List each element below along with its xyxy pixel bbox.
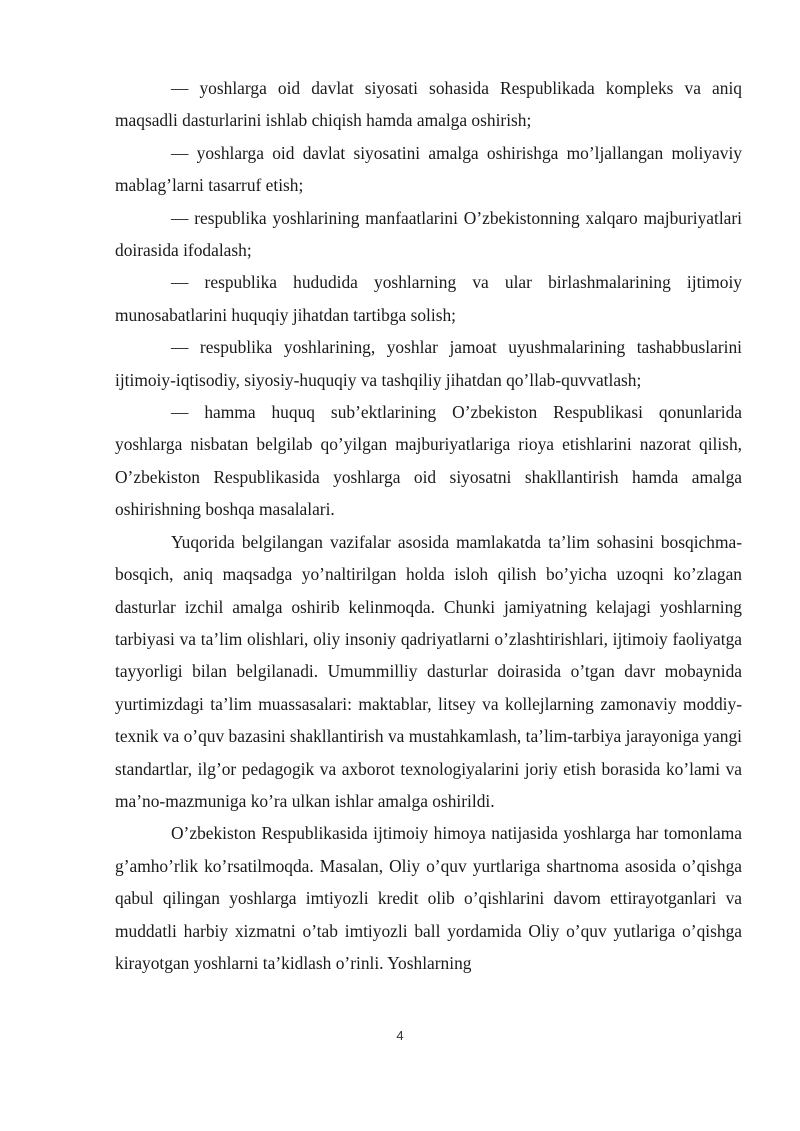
- list-item-financial-means: — yoshlarga oid davlat siyosatini amalga oshirishga mo’ljallangan moliyaviy mablag’larni tasarruf etish;: [115, 142, 742, 196]
- list-item-complex-programs: — yoshlarga oid davlat siyosati sohasida Respublikada kompleks va aniq maqsadli dasturlarini ishlab chiqish hamda amalga oshirish;: [115, 78, 742, 131]
- page-number: 4: [396, 1028, 404, 1043]
- paragraph-social-protection: O’zbekiston Respublikasida ijtimoiy himoya natijasida yoshlarga har tomonlama g’amho’rlik ko’rsatilmoqda. Masalan, Oliy o’quv yurtlariga shartnoma asosida o’qishga qabul qilingan yoshlarga imtiyozli kredit olib o’qishlarini davom ettirayotganlari va muddatli harbiy xizmatni o’tab imtiyozli ball yordamida Oliy o’quv yutlariga o’qishga kirayotgan yoshlarni ta’kidlash o’rinli. Yoshlarning: [115, 823, 742, 973]
- list-item-monitoring: — hamma huquq sub’ektlarining O’zbekiston Respublikasi qonunlarida yoshlarga nisbatan belgilab qo’yilgan majburiyatlariga rioya etishlarini nazorat qilish, O’zbekiston Respublikasida yoshlarga oid siyosatni shakllantirish hamda amalga oshirishning boshqa masalalari.: [115, 402, 742, 520]
- list-item-support-initiatives: — respublika yoshlarining, yoshlar jamoat uyushmalarining tashabbuslarini ijtimoiy-iqtisodiy, siyosiy-huquqiy va tashqiliy jihatdan qo’llab-quvvatlash;: [115, 337, 742, 390]
- page-body: [115, 72, 742, 979]
- list-item-legal-regulation: — respublika hududida yoshlarning va ular birlashmalarining ijtimoiy munosabatlarini huquqiy jihatdan tartibga solish;: [115, 272, 742, 325]
- list-item-international-obligations: — respublika yoshlarining manfaatlarini O’zbekistonning xalqaro majburiyatlari doirasida ifodalash;: [115, 207, 742, 261]
- paragraph-education-reform: Yuqorida belgilangan vazifalar asosida mamlakatda ta’lim sohasini bosqichma-bosqich, aniq maqsadga yo’naltirilgan holda isloh qilish bo’yicha uzoqni ko’zlagan dasturlar izchil amalga oshirib kelinmoqda. Chunki jamiyatning kelajagi yoshlarning tarbiyasi va ta’lim olishlari, oliy insoniy qadriyatlarni o’zlashtirishlari, ijtimoiy faoliyatga tayyorligi bilan belgilanadi. Umummilliy dasturlar doirasida o’tgan davr mobaynida yurtimizdagi ta’lim muassasalari: maktablar, litsey va kollejlarning zamonaviy moddiy-texnik va o’quv bazasini shakllantirish va mustahkamlash, ta’lim-tarbiya jarayoniga yangi standartlar, ilg’or pedagogik va axborot texnologiyalarini joriy etish borasida ko’lami va ma’no-mazmuniga ko’ra ulkan ishlar amalga oshirildi.: [115, 531, 742, 811]
